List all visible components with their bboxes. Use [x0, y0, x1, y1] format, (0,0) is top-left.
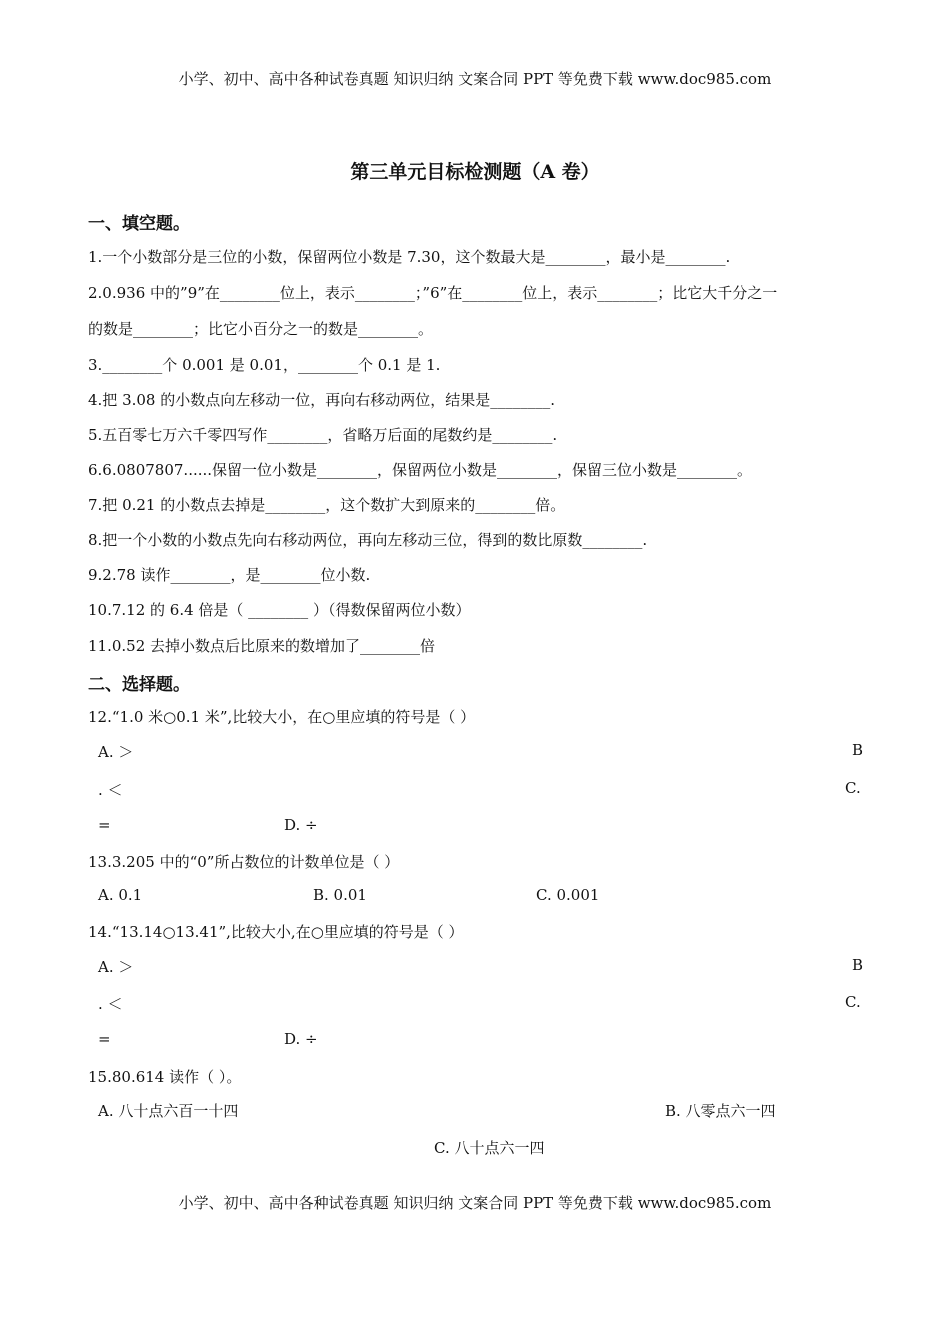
q15-option-c: C. 八十点六一四: [434, 1139, 545, 1157]
q13-option-c: C. 0.001: [536, 886, 600, 904]
q12-option-a: A. ＞: [98, 743, 134, 761]
q15-option-b: B. 八零点六一四: [665, 1102, 776, 1120]
question-2-line1: 2.0.936 中的”9”在________位上，表示________；”6”在________位上，表示________；比它大千分之一: [88, 284, 778, 302]
q12-option-c-text: =: [98, 816, 111, 834]
page-title: 第三单元目标检测题（A 卷）: [350, 161, 600, 183]
question-1: 1.一个小数部分是三位的小数，保留两位小数是 7.30，这个数最大是________，最小是________.: [88, 248, 731, 266]
q13-option-a: A. 0.1: [98, 886, 143, 904]
q13-option-b: B. 0.01: [313, 886, 367, 904]
q14-option-a: A. ＞: [98, 958, 134, 976]
question-6: 6.6.0807807......保留一位小数是________，保留两位小数是________，保留三位小数是________。: [88, 461, 753, 479]
q14-option-c-label: C.: [845, 993, 861, 1011]
question-14: 14.“13.14○13.41”,比较大小,在○里应填的符号是（ ）: [88, 923, 464, 941]
q14-option-b-text: . ＜: [98, 995, 123, 1013]
page-header: 小学、初中、高中各种试卷真题 知识归纳 文案合同 PPT 等免费下载 www.doc985.com: [178, 70, 772, 88]
section-fill-heading: 一、填空题。: [88, 214, 190, 234]
q12-option-b-label: B: [852, 741, 864, 759]
q15-option-a: A. 八十点六百一十四: [98, 1102, 239, 1120]
q14-option-d: D. ÷: [284, 1030, 318, 1048]
question-5: 5.五百零七万六千零四写作________，省略万后面的尾数约是________.: [88, 426, 558, 444]
q14-option-b-label: B: [852, 956, 864, 974]
question-4: 4.把 3.08 的小数点向左移动一位，再向右移动两位，结果是________.: [88, 391, 556, 409]
question-11: 11.0.52 去掉小数点后比原来的数增加了________倍: [88, 637, 436, 655]
q12-option-c-label: C.: [845, 779, 861, 797]
question-12: 12.“1.0 米○0.1 米”,比较大小，在○里应填的符号是（ ）: [88, 708, 476, 726]
question-8: 8.把一个小数的小数点先向右移动两位，再向左移动三位，得到的数比原数________.: [88, 531, 648, 549]
question-7: 7.把 0.21 的小数点去掉是________，这个数扩大到原来的________倍。: [88, 496, 566, 514]
page-footer: 小学、初中、高中各种试卷真题 知识归纳 文案合同 PPT 等免费下载 www.doc985.com: [178, 1194, 772, 1212]
question-15: 15.80.614 读作（ ）。: [88, 1068, 242, 1086]
question-2-line2: 的数是________；比它小百分之一的数是________。: [88, 320, 434, 338]
q12-option-d: D. ÷: [284, 816, 318, 834]
q14-option-c-text: =: [98, 1030, 111, 1048]
question-3: 3.________个 0.001 是 0.01，________个 0.1 是 1.: [88, 356, 441, 374]
question-13: 13.3.205 中的“0”所占数位的计数单位是（ ）: [88, 853, 400, 871]
question-9: 9.2.78 读作________，是________位小数.: [88, 566, 371, 584]
question-10: 10.7.12 的 6.4 倍是（ ________ ）（得数保留两位小数）: [88, 601, 471, 619]
q12-option-b-text: . ＜: [98, 781, 123, 799]
section-choice-heading: 二、选择题。: [88, 675, 190, 695]
